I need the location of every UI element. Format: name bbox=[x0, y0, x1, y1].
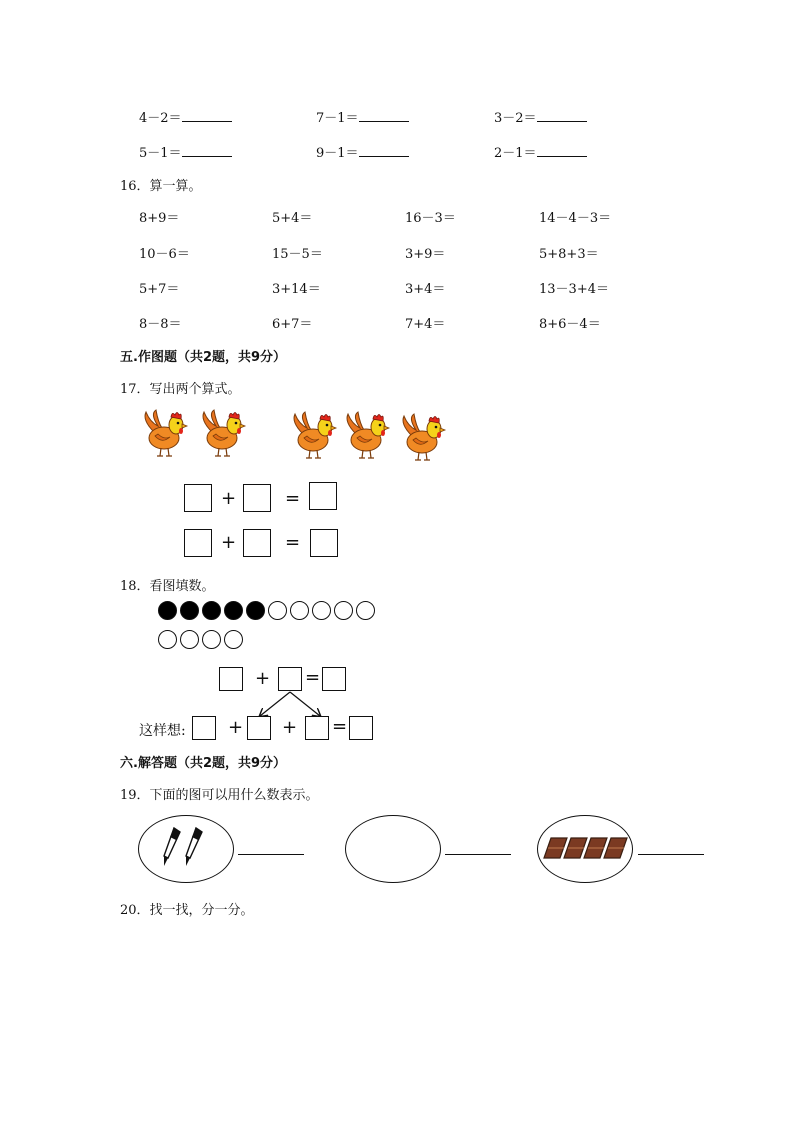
empty-circle bbox=[290, 601, 309, 620]
equation: 2－1＝ bbox=[494, 146, 537, 161]
answer-box[interactable] bbox=[305, 716, 329, 740]
equation-row bbox=[494, 142, 587, 161]
equation-row bbox=[316, 142, 409, 161]
answer-box[interactable] bbox=[309, 482, 337, 510]
calc-item: 3+4＝ bbox=[405, 282, 446, 297]
equation: 5－1＝ bbox=[139, 146, 182, 161]
answer-box[interactable] bbox=[243, 529, 271, 557]
answer-blank[interactable] bbox=[359, 108, 409, 122]
plus-sign: + bbox=[255, 668, 271, 689]
rooster-icon bbox=[140, 410, 190, 458]
calc-item: 16－3＝ bbox=[405, 211, 456, 226]
equals-sign: = bbox=[305, 667, 321, 688]
calc-item: 5+8+3＝ bbox=[539, 247, 599, 262]
calc-item: 3+14＝ bbox=[272, 282, 321, 297]
answer-box[interactable] bbox=[243, 484, 271, 512]
empty-circle bbox=[312, 601, 331, 620]
calc-item: 8+6－4＝ bbox=[539, 317, 601, 332]
rooster-icon bbox=[342, 412, 392, 460]
empty-circle bbox=[158, 630, 177, 649]
answer-box[interactable] bbox=[184, 529, 212, 557]
equation-row bbox=[494, 107, 587, 126]
equation: 9－1＝ bbox=[316, 146, 359, 161]
empty-circle bbox=[268, 601, 287, 620]
plus-sign: + bbox=[282, 717, 298, 738]
picture-oval bbox=[345, 815, 441, 883]
answer-box[interactable] bbox=[219, 667, 243, 691]
empty-circle bbox=[334, 601, 353, 620]
empty-circle bbox=[224, 630, 243, 649]
section-6-heading: 六.解答题（共2题，共9分） bbox=[120, 756, 287, 771]
answer-line[interactable] bbox=[445, 854, 511, 855]
answer-box[interactable] bbox=[184, 484, 212, 512]
rooster-icon bbox=[398, 414, 448, 462]
question-16-title: 16．算一算。 bbox=[120, 179, 202, 194]
calc-item: 13－3+4＝ bbox=[539, 282, 609, 297]
question-20-title: 20．找一找，分一分。 bbox=[120, 903, 254, 918]
answer-box[interactable] bbox=[278, 667, 302, 691]
answer-blank[interactable] bbox=[182, 143, 232, 157]
answer-box[interactable] bbox=[247, 716, 271, 740]
equation-row bbox=[139, 107, 232, 126]
filled-circle bbox=[202, 601, 221, 620]
answer-blank[interactable] bbox=[537, 143, 587, 157]
question-19-title: 19．下面的图可以用什么数表示。 bbox=[120, 788, 319, 803]
equation: 7－1＝ bbox=[316, 111, 359, 126]
equals-sign: = bbox=[285, 532, 301, 553]
equation-row bbox=[316, 107, 409, 126]
empty-circle bbox=[180, 630, 199, 649]
answer-box[interactable] bbox=[310, 529, 338, 557]
section-5-heading: 五.作图题（共2题，共9分） bbox=[120, 350, 287, 365]
calc-item: 14－4－3＝ bbox=[539, 211, 612, 226]
calc-item: 8－8＝ bbox=[139, 317, 182, 332]
filled-circle bbox=[224, 601, 243, 620]
equals-sign: = bbox=[332, 716, 348, 737]
empty-circle bbox=[202, 630, 221, 649]
plus-sign: + bbox=[221, 532, 237, 553]
filled-circle bbox=[180, 601, 199, 620]
think-label: 这样想: bbox=[139, 723, 186, 739]
equation: 4－2＝ bbox=[139, 111, 182, 126]
rooster-icon bbox=[289, 412, 339, 460]
answer-line[interactable] bbox=[238, 854, 304, 855]
answer-box[interactable] bbox=[192, 716, 216, 740]
equation: 3－2＝ bbox=[494, 111, 537, 126]
equation-row bbox=[139, 142, 232, 161]
plus-sign: + bbox=[228, 717, 244, 738]
filled-circle bbox=[246, 601, 265, 620]
calc-item: 8+9＝ bbox=[139, 211, 180, 226]
pen-icon bbox=[160, 826, 210, 870]
answer-blank[interactable] bbox=[537, 108, 587, 122]
answer-box[interactable] bbox=[322, 667, 346, 691]
calc-item: 5+4＝ bbox=[272, 211, 313, 226]
calc-item: 5+7＝ bbox=[139, 282, 180, 297]
answer-blank[interactable] bbox=[359, 143, 409, 157]
answer-line[interactable] bbox=[638, 854, 704, 855]
calc-item: 7+4＝ bbox=[405, 317, 446, 332]
calc-item: 6+7＝ bbox=[272, 317, 313, 332]
question-17-title: 17．写出两个算式。 bbox=[120, 382, 241, 397]
calc-item: 3+9＝ bbox=[405, 247, 446, 262]
filled-circle bbox=[158, 601, 177, 620]
plus-sign: + bbox=[221, 488, 237, 509]
equals-sign: = bbox=[285, 488, 301, 509]
chocolate-icon bbox=[541, 834, 629, 862]
empty-circle bbox=[356, 601, 375, 620]
answer-blank[interactable] bbox=[182, 108, 232, 122]
rooster-icon bbox=[198, 410, 248, 458]
answer-box[interactable] bbox=[349, 716, 373, 740]
calc-item: 10－6＝ bbox=[139, 247, 190, 262]
calc-item: 15－5＝ bbox=[272, 247, 323, 262]
question-18-title: 18．看图填数。 bbox=[120, 579, 215, 594]
